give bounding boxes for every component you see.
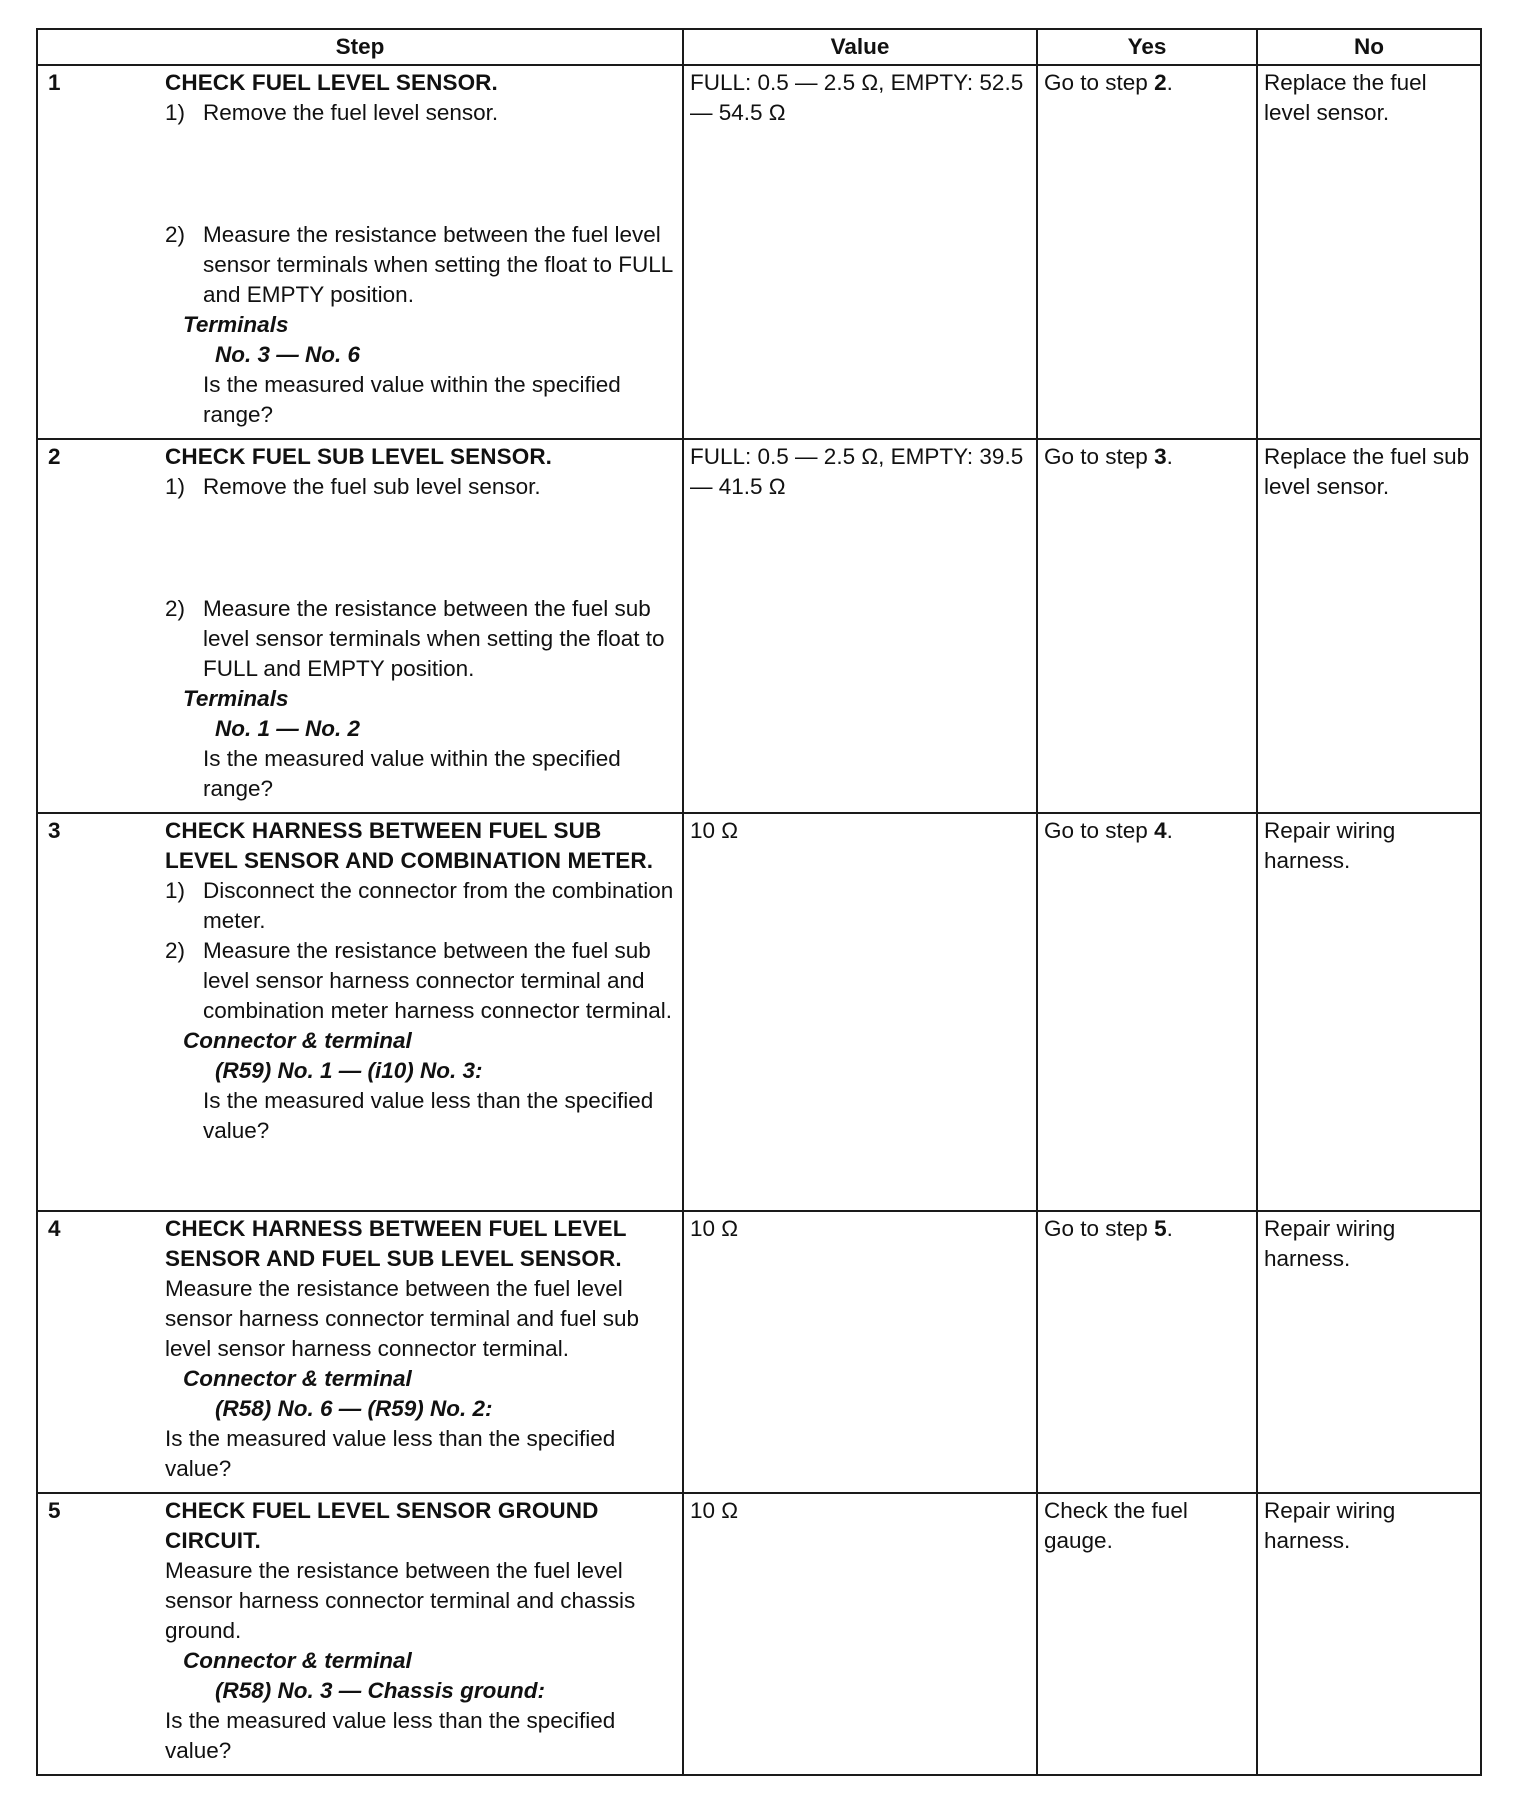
instruction-text: Remove the fuel sub level sensor.	[203, 474, 541, 499]
connector-value: (R58) No. 6 — (R59) No. 2:	[215, 1396, 493, 1421]
value-cell: FULL: 0.5 — 2.5 Ω, EMPTY: 39.5 — 41.5 Ω	[683, 439, 1037, 813]
step-cell	[37, 813, 683, 1211]
no-cell: Replace the fuel level sensor.	[1257, 65, 1481, 439]
yes-suffix: .	[1166, 70, 1173, 95]
instruction-number: 2)	[165, 222, 186, 247]
instruction-text: Measure the resistance between the fuel sub level sensor terminals when setting the float to FULL and EMPTY position.	[203, 596, 665, 681]
step-title: CHECK FUEL LEVEL SENSOR GROUND CIRCUIT.	[165, 1498, 599, 1553]
value-cell: 10 Ω	[683, 1211, 1037, 1493]
table-row	[37, 1493, 1481, 1775]
instruction-item	[165, 472, 676, 502]
value-cell: FULL: 0.5 — 2.5 Ω, EMPTY: 52.5 — 54.5 Ω	[683, 65, 1037, 439]
yes-cell	[1037, 1211, 1257, 1493]
yes-cell: Check the fuel gauge.	[1037, 1493, 1257, 1775]
instruction-item	[165, 220, 676, 310]
connector-label: Connector & terminal	[183, 1028, 412, 1053]
instruction-text: Measure the resistance between the fuel level sensor harness connector terminal and fuel sub level sensor harness connector terminal.	[165, 1276, 640, 1361]
table-row	[37, 813, 1481, 1211]
yes-text: Go to step	[1044, 70, 1155, 95]
table-row	[37, 65, 1481, 439]
yes-step-number: 5	[1154, 1216, 1167, 1241]
connector-label: Connector & terminal	[183, 1648, 412, 1673]
instruction-item	[165, 876, 676, 936]
yes-suffix: .	[1166, 444, 1173, 469]
instruction-number: 1)	[165, 474, 186, 499]
table-row	[37, 1211, 1481, 1493]
instruction-text: Measure the resistance between the fuel level sensor harness connector terminal and chassis ground.	[165, 1558, 636, 1643]
value-cell: 10 Ω	[683, 813, 1037, 1211]
terminals-value: No. 1 — No. 2	[215, 716, 361, 741]
header-value: Value	[683, 29, 1037, 65]
yes-text: Go to step	[1044, 444, 1155, 469]
instruction-text: Measure the resistance between the fuel level sensor terminals when setting the float to FULL and EMPTY position.	[203, 222, 673, 307]
no-cell: Replace the fuel sub level sensor.	[1257, 439, 1481, 813]
step-number: 3	[48, 818, 61, 843]
header-step: Step	[37, 29, 683, 65]
check-question: Is the measured value less than the specified value?	[165, 1708, 616, 1763]
step-title: CHECK FUEL SUB LEVEL SENSOR.	[165, 444, 553, 469]
no-cell: Repair wiring harness.	[1257, 1493, 1481, 1775]
yes-cell	[1037, 813, 1257, 1211]
table-row	[37, 439, 1481, 813]
instruction-number: 1)	[165, 100, 186, 125]
diagnostic-table	[36, 28, 1482, 1776]
check-question: Is the measured value less than the specified value?	[203, 1088, 654, 1143]
yes-text: Go to step	[1044, 818, 1155, 843]
yes-step-number: 2	[1154, 70, 1167, 95]
yes-cell	[1037, 65, 1257, 439]
check-question: Is the measured value within the specified range?	[203, 746, 621, 801]
connector-label: Connector & terminal	[183, 1366, 412, 1391]
terminals-value: No. 3 — No. 6	[215, 342, 361, 367]
connector-value: (R59) No. 1 — (i10) No. 3:	[215, 1058, 483, 1083]
yes-cell	[1037, 439, 1257, 813]
instruction-number: 1)	[165, 878, 186, 903]
step-number: 5	[48, 1498, 61, 1523]
header-row	[37, 29, 1481, 65]
instruction-text: Remove the fuel level sensor.	[203, 100, 499, 125]
yes-suffix: .	[1166, 1216, 1173, 1241]
diagnostic-table-sheet	[36, 28, 1480, 1776]
step-title: CHECK FUEL LEVEL SENSOR.	[165, 70, 498, 95]
instruction-item	[165, 936, 676, 1026]
step-cell	[37, 1211, 683, 1493]
step-number: 4	[48, 1216, 61, 1241]
step-cell	[37, 1493, 683, 1775]
no-cell: Repair wiring harness.	[1257, 1211, 1481, 1493]
yes-step-number: 4	[1154, 818, 1167, 843]
step-cell	[37, 65, 683, 439]
instruction-item	[165, 98, 676, 128]
instruction-text: Measure the resistance between the fuel sub level sensor harness connector terminal and combination meter harness connector terminal.	[203, 938, 672, 1023]
step-number: 1	[48, 70, 61, 95]
yes-step-number: 3	[1154, 444, 1167, 469]
check-question: Is the measured value within the specified range?	[203, 372, 621, 427]
header-yes: Yes	[1037, 29, 1257, 65]
yes-suffix: .	[1166, 818, 1173, 843]
header-no: No	[1257, 29, 1481, 65]
terminals-label: Terminals	[183, 686, 289, 711]
value-cell: 10 Ω	[683, 1493, 1037, 1775]
step-title: CHECK HARNESS BETWEEN FUEL LEVEL SENSOR AND FUEL SUB LEVEL SENSOR.	[165, 1216, 627, 1271]
step-number: 2	[48, 444, 61, 469]
instruction-number: 2)	[165, 596, 186, 621]
connector-value: (R58) No. 3 — Chassis ground:	[215, 1678, 546, 1703]
step-cell	[37, 439, 683, 813]
instruction-item	[165, 594, 676, 684]
terminals-label: Terminals	[183, 312, 289, 337]
yes-text: Go to step	[1044, 1216, 1155, 1241]
check-question: Is the measured value less than the specified value?	[165, 1426, 616, 1481]
instruction-text: Disconnect the connector from the combination meter.	[203, 878, 674, 933]
instruction-number: 2)	[165, 938, 186, 963]
no-cell: Repair wiring harness.	[1257, 813, 1481, 1211]
step-title: CHECK HARNESS BETWEEN FUEL SUB LEVEL SENSOR AND COMBINATION METER.	[165, 818, 654, 873]
